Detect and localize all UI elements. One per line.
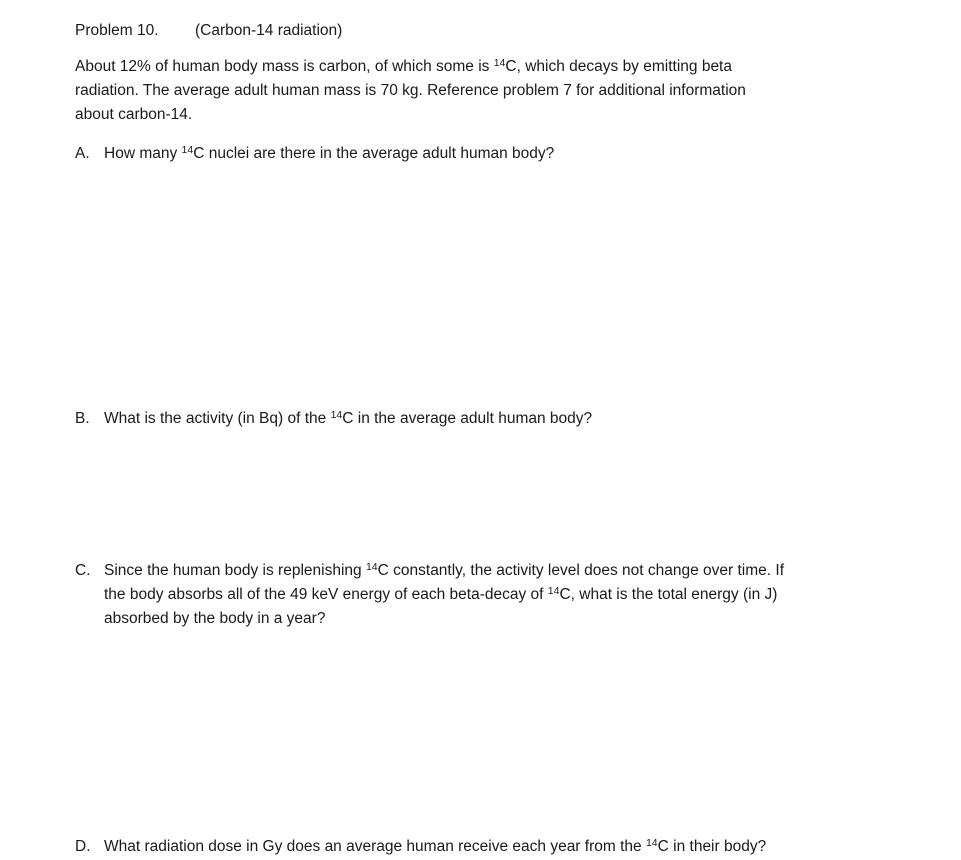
question-d-line-1 — [104, 838, 766, 856]
question-text: C constantly, the activity level does not change over time. If — [377, 562, 785, 579]
question-c-line-2 — [104, 586, 777, 604]
question-text: C in the average adult human body? — [342, 410, 593, 427]
question-c-line-1 — [104, 562, 784, 580]
question-text: C, what is the total energy (in J) — [559, 586, 778, 603]
intro-line-3 — [75, 106, 192, 124]
problem-number — [75, 22, 159, 40]
question-letter: A. — [75, 145, 90, 162]
question-text: How many — [104, 145, 182, 162]
question-a-line-1 — [104, 145, 554, 163]
problem-topic — [195, 22, 342, 40]
question-text: the body absorbs all of the 49 keV energy of each beta-decay of — [104, 586, 548, 603]
question-text: absorbed by the body in a year? — [104, 610, 326, 627]
isotope-superscript: 14 — [645, 837, 658, 849]
question-text: What is the activity (in Bq) of the — [104, 410, 331, 427]
question-c-line-3 — [104, 610, 325, 628]
intro-text: radiation. The average adult human mass is 70 kg. Reference problem 7 for additional information — [75, 82, 746, 99]
intro-line-1 — [75, 58, 732, 76]
question-text: C in their body? — [657, 838, 767, 855]
isotope-superscript: 14 — [493, 57, 506, 69]
question-letter: C. — [75, 562, 91, 579]
question-b-line-1 — [104, 410, 592, 428]
question-text: C nuclei are there in the average adult human body? — [193, 145, 555, 162]
question-text: What radiation dose in Gy does an average human receive each year from the — [104, 838, 646, 855]
isotope-superscript: 14 — [547, 585, 560, 597]
isotope-superscript: 14 — [365, 561, 378, 573]
question-text: Since the human body is replenishing — [104, 562, 366, 579]
intro-line-2 — [75, 82, 746, 100]
intro-text: about carbon-14. — [75, 106, 193, 123]
question-letter: D. — [75, 838, 91, 855]
problem-label: Problem 10. — [75, 22, 159, 39]
isotope-superscript: 14 — [330, 409, 343, 421]
isotope-superscript: 14 — [181, 144, 194, 156]
topic-label: (Carbon-14 radiation) — [195, 22, 343, 39]
question-letter: B. — [75, 410, 90, 427]
intro-text: About 12% of human body mass is carbon, of which some is — [75, 58, 494, 75]
intro-text: C, which decays by emitting beta — [505, 58, 732, 75]
